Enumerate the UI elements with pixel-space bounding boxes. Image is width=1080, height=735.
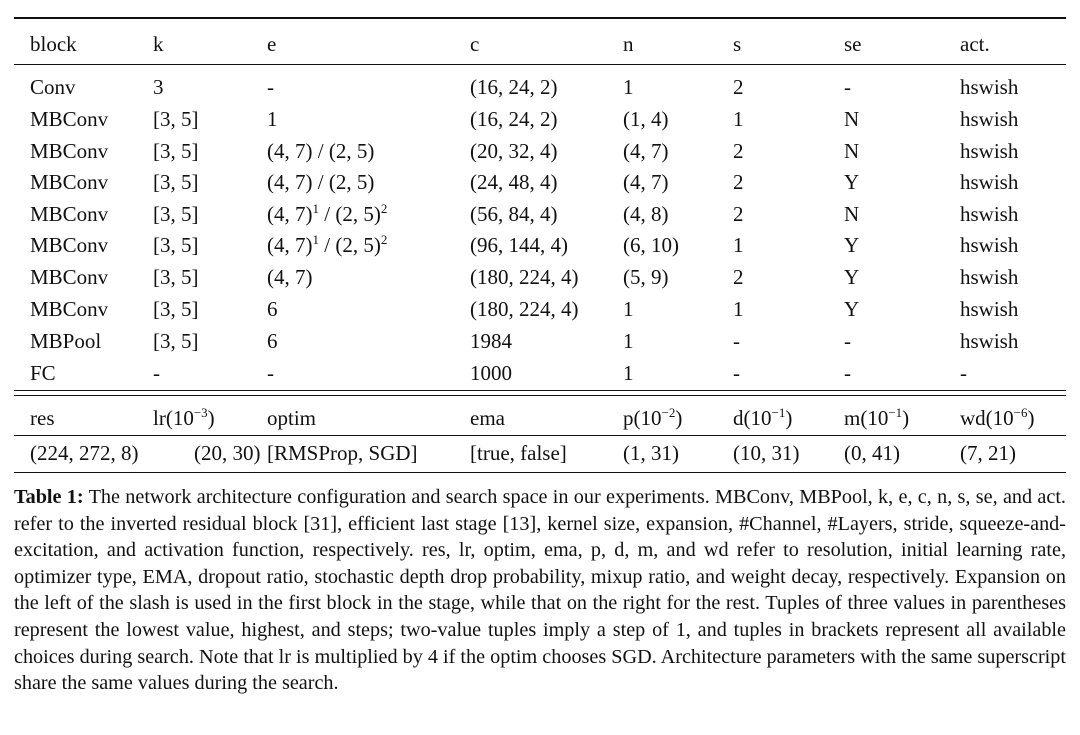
table-cell: (16, 24, 2) <box>470 107 558 131</box>
table-cell: (4, 7)$^1$ / (2, 5)$^2$ <box>267 232 388 257</box>
table-row <box>0 293 1080 325</box>
table-cell: (5, 9) <box>623 265 669 289</box>
table-cell: (4, 7) <box>623 139 669 163</box>
table-cell: (20, 32, 4) <box>470 139 558 163</box>
mid-rule-1 <box>14 390 1066 391</box>
table-cell: [3, 5] <box>153 233 199 257</box>
table-cell: (24, 48, 4) <box>470 170 558 194</box>
header-cell-n: n <box>623 32 634 56</box>
hyperparam-header-row <box>0 402 1080 434</box>
table-cell: hswish <box>960 107 1019 131</box>
table-cell: 6 <box>267 297 278 321</box>
hyperparam-header-cell: $lr(10^{-3})$ <box>153 405 215 430</box>
table-cell: hswish <box>960 297 1019 321</box>
table-cell: 1 <box>623 361 634 385</box>
table-cell: hswish <box>960 75 1019 99</box>
hyperparam-value-cell: (7, 21) <box>960 441 1016 465</box>
table-cell: - <box>267 361 274 385</box>
table-cell: MBConv <box>30 202 109 226</box>
table-cell: MBConv <box>30 297 109 321</box>
hyperparam-header-cell: res <box>30 406 55 430</box>
table-cell: - <box>844 329 851 353</box>
table-cell: 1 <box>623 297 634 321</box>
table-cell: - <box>960 361 967 385</box>
table-cell: Y <box>844 265 860 289</box>
hyperparam-value-cell: (224, 272, 8) <box>30 441 139 465</box>
table-cell: [3, 5] <box>153 202 199 226</box>
table-cell: 1 <box>733 107 744 131</box>
hyperparam-value-cell: [true, false] <box>470 441 567 465</box>
table-cell: [3, 5] <box>153 170 199 194</box>
table-cell: (4, 7) / (2, 5) <box>267 170 375 194</box>
top-rule <box>14 17 1066 19</box>
table-row <box>0 357 1080 389</box>
table-cell: MBConv <box>30 265 109 289</box>
hyperparam-value-cell: (10, 31) <box>733 441 800 465</box>
table-cell: (6, 10) <box>623 233 679 257</box>
table-cell: MBConv <box>30 170 109 194</box>
table-cell: - <box>267 75 274 99</box>
table-cell: [3, 5] <box>153 139 199 163</box>
table-cell: (4, 7) <box>267 265 313 289</box>
table-cell: 6 <box>267 329 278 353</box>
table-cell: [3, 5] <box>153 107 199 131</box>
header-rule <box>14 64 1066 65</box>
table-cell: N <box>844 139 860 163</box>
table-cell: - <box>153 361 160 385</box>
table-row <box>0 229 1080 261</box>
table-cell: MBPool <box>30 329 102 353</box>
table-cell: (96, 144, 4) <box>470 233 568 257</box>
table-cell: 1 <box>733 297 744 321</box>
header-cell-c: c <box>470 32 480 56</box>
header-cell-se: se <box>844 32 862 56</box>
table-cell: [3, 5] <box>153 265 199 289</box>
header-cell-s: s <box>733 32 742 56</box>
hyperparam-header-cell: $wd(10^{-6})$ <box>960 405 1035 430</box>
table-cell: 2 <box>733 202 744 226</box>
table-cell: (4, 7)$^1$ / (2, 5)$^2$ <box>267 201 388 226</box>
table-cell: 1 <box>733 233 744 257</box>
table-cell: MBConv <box>30 233 109 257</box>
table-cell: 3 <box>153 75 164 99</box>
mid-rule-2 <box>14 395 1066 396</box>
table-cell: N <box>844 107 860 131</box>
header-cell-block: block <box>30 32 77 56</box>
table-cell: Y <box>844 297 860 321</box>
table-cell: - <box>733 361 740 385</box>
hyperparam-value-cell: (1, 31) <box>623 441 679 465</box>
hyperparam-value-cell: [RMSProp, SGD] <box>267 441 418 465</box>
table-cell: (4, 7) <box>623 170 669 194</box>
caption-label: Table 1: <box>14 486 84 508</box>
hyperparam-rule <box>14 435 1066 436</box>
table-cell: 1 <box>623 329 634 353</box>
header-row <box>0 28 1080 60</box>
table-caption <box>14 484 1066 697</box>
bottom-rule <box>14 472 1066 473</box>
table-cell: (16, 24, 2) <box>470 75 558 99</box>
table-cell: Y <box>844 170 860 194</box>
table-cell: [3, 5] <box>153 329 199 353</box>
table-cell: - <box>733 329 740 353</box>
table-cell: hswish <box>960 170 1019 194</box>
table-cell: (4, 7) / (2, 5) <box>267 139 375 163</box>
hyperparam-header-cell: ema <box>470 406 505 430</box>
table-row <box>0 261 1080 293</box>
table-cell: (180, 224, 4) <box>470 265 579 289</box>
table-cell: (1, 4) <box>623 107 669 131</box>
hyperparam-value-cell: (20, 30) <box>194 441 261 465</box>
caption-text: The network architecture configuration and search space in our experiments. MBConv, MBPool, k, e, c, n, s, se, and act. refer to the inverted residual block [31], efficient last stage [13], kernel size, expansion, #Channel, #Layers, stride, squeeze-and-excitation, and activation function, respectively. res, lr, optim, ema, p, d, m, and wd refer to resolution, initial learning rate, optimizer type, EMA, dropout ratio, stochastic depth drop probability, mixup ratio, and weight decay, respectively. Expansion on the left of the slash is used in the first block in the stage, while that on the right for the rest. Tuples of three values in parentheses represent the lowest value, highest, and steps; two-value tuples imply a step of 1, and tuples in brackets represent all available choices during search. Note that lr is multiplied by 4 if the optim chooses SGD. Architecture parameters with the same superscript share the same values during the search. <box>14 486 1066 695</box>
table-cell: hswish <box>960 202 1019 226</box>
table-row <box>0 103 1080 135</box>
table-row <box>0 198 1080 230</box>
table-cell: 1984 <box>470 329 512 353</box>
table-cell: 2 <box>733 170 744 194</box>
table-cell: hswish <box>960 139 1019 163</box>
table-cell: 1 <box>267 107 278 131</box>
hyperparam-header-cell: $m(10^{-1})$ <box>844 405 910 430</box>
table-cell: [3, 5] <box>153 297 199 321</box>
table-cell: (180, 224, 4) <box>470 297 579 321</box>
table-cell: FC <box>30 361 56 385</box>
table-cell: hswish <box>960 233 1019 257</box>
table-cell: 1000 <box>470 361 512 385</box>
table-cell: Conv <box>30 75 76 99</box>
table-cell: MBConv <box>30 107 109 131</box>
table-cell: 2 <box>733 75 744 99</box>
table-cell: 2 <box>733 139 744 163</box>
header-cell-act: act. <box>960 32 990 56</box>
hyperparam-header-cell: $d(10^{-1})$ <box>733 405 793 430</box>
table-cell: hswish <box>960 265 1019 289</box>
table-cell: 2 <box>733 265 744 289</box>
table-cell: (4, 8) <box>623 202 669 226</box>
table-cell: hswish <box>960 329 1019 353</box>
hyperparam-values-row <box>0 437 1080 469</box>
table-cell: Y <box>844 233 860 257</box>
table-row <box>0 325 1080 357</box>
header-cell-k: k <box>153 32 164 56</box>
table-row <box>0 71 1080 103</box>
hyperparam-header-cell: optim <box>267 406 317 430</box>
hyperparam-header-cell: $p(10^{-2})$ <box>623 405 683 430</box>
table-cell: MBConv <box>30 139 109 163</box>
table-row <box>0 135 1080 167</box>
table-row <box>0 166 1080 198</box>
table-cell: (56, 84, 4) <box>470 202 558 226</box>
header-cell-e: e <box>267 32 277 56</box>
table-cell: - <box>844 361 851 385</box>
table-cell: N <box>844 202 860 226</box>
table-cell: - <box>844 75 851 99</box>
table-cell: 1 <box>623 75 634 99</box>
hyperparam-value-cell: (0, 41) <box>844 441 900 465</box>
